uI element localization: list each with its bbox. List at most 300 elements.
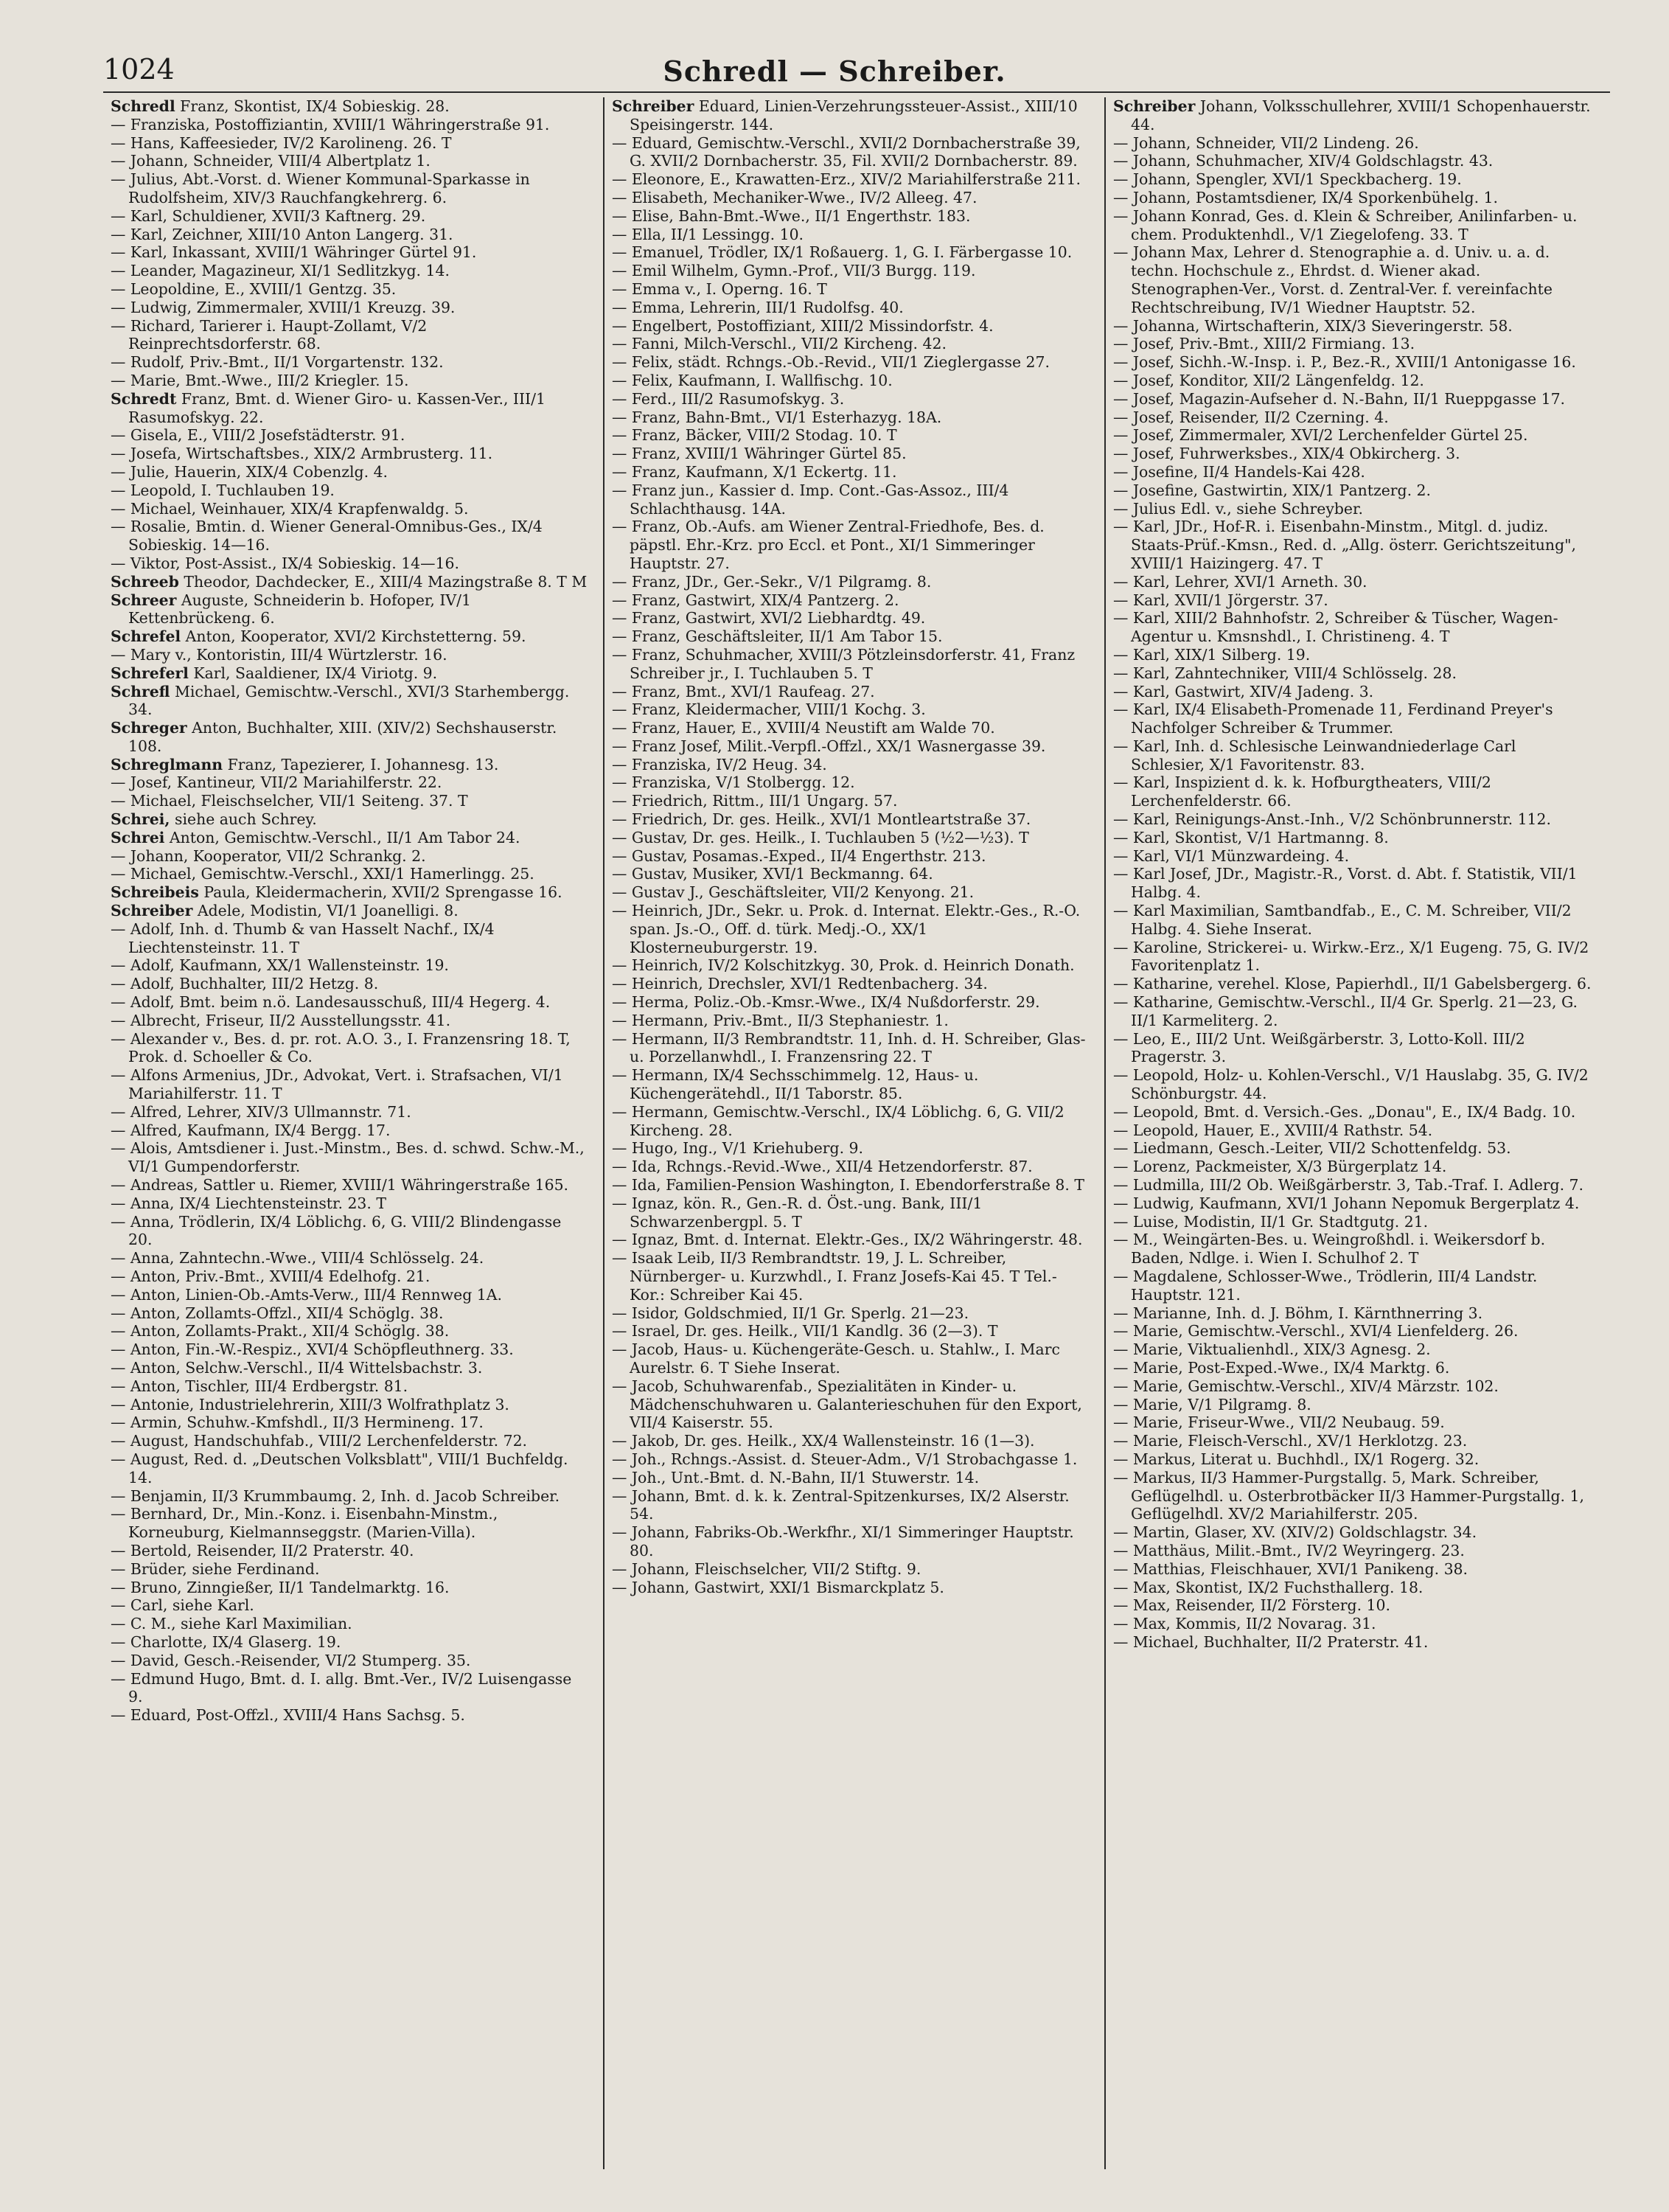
directory-entry (612, 810, 1091, 829)
entry-text: — Marie, Fleisch-Verschl., XV/1 Herklotzg. 23. (1113, 1432, 1468, 1450)
entry-text: — Franz, Ob.-Aufs. am Wiener Zentral-Friedhofe, Bes. d. päpstl. Ehr.-Krz. pro Eccl. et Pont., XI/1 Simmeringer Hauptstr. 27. (612, 518, 1045, 572)
entry-text: — Carl, siehe Karl. (111, 1596, 254, 1615)
directory-entry (612, 956, 1091, 975)
entry-text: — Anna, Zahntechn.-Wwe., VIII/4 Schlösselg. 24. (111, 1249, 484, 1267)
directory-entry (111, 390, 590, 427)
directory-entry (612, 700, 1091, 719)
directory-entry (111, 134, 590, 153)
directory-entry (1113, 683, 1592, 701)
entry-text: — Franz, Kleidermacher, VIII/1 Kochg. 3. (612, 700, 926, 719)
entry-text: — Hugo, Ing., V/1 Kriehuberg. 9. (612, 1139, 863, 1158)
entry-text: — Josef, Zimmermaler, XVI/2 Lerchenfelder Gürtel 25. (1113, 426, 1528, 445)
directory-entry (111, 883, 590, 902)
entry-text: — Marie, Gemischtw.-Verschl., XVI/4 Lienfelderg. 26. (1113, 1322, 1519, 1340)
directory-entry (1113, 170, 1592, 189)
entry-text: — Karl, XIX/1 Silberg. 19. (1113, 645, 1311, 664)
entry-text: — Franz jun., Kassier d. Imp. Cont.-Gas-Assoz., III/4 Schlachthausg. 14A. (612, 481, 1009, 518)
directory-entry (612, 883, 1091, 902)
entry-text: — Julius, Abt.-Vorst. d. Wiener Kommunal-Sparkasse in Rudolfsheim, XIV/3 Rauchfangkehrerg. 6. (111, 170, 530, 206)
entry-text: — Anna, Trödlerin, IX/4 Löblichg. 6, G. VIII/2 Blindengasse 20. (111, 1212, 562, 1249)
entry-text: — Leopold, Hauer, E., XVIII/4 Rathstr. 54. (1113, 1121, 1433, 1139)
directory-entry (612, 1377, 1091, 1432)
directory-entry (111, 1560, 590, 1579)
entry-surname: Schredl (111, 97, 175, 115)
entry-text: — Heinrich, IV/2 Kolschitzkyg. 30, Prok. d. Heinrich Donath. (612, 956, 1075, 975)
directory-entry (111, 664, 590, 683)
directory-entry (1113, 865, 1592, 902)
entry-text: — M., Weingärten-Bes. u. Weingroßhdl. i. Weikersdorf b. Baden, Ndlge. i. Wien I. Schulhof 2. T (1113, 1231, 1546, 1267)
entry-text: — Alexander v., Bes. d. pr. rot. A.O. 3., I. Franzensring 18. T, Prok. d. Schoeller & Co. (111, 1029, 571, 1066)
entry-text: — Josef, Fuhrwerksbes., XIX/4 Obkircherg. 3. (1113, 445, 1460, 463)
entry-text: — Karl, Zeichner, XIII/10 Anton Langerg. 31. (111, 225, 453, 243)
directory-entry (612, 134, 1091, 171)
entry-text: — Josef, Sichh.-W.-Insp. i. P., Bez.-R., XVIII/1 Antonigasse 16. (1113, 353, 1576, 372)
directory-entry (1113, 1158, 1592, 1176)
entry-text: — Friedrich, Dr. ges. Heilk., XVI/1 Montleartstraße 37. (612, 810, 1031, 829)
directory-entry (1113, 1121, 1592, 1140)
page-number: 1024 (103, 53, 175, 86)
directory-entry (612, 335, 1091, 353)
directory-entry (1113, 1432, 1592, 1450)
directory-entry (1113, 1579, 1592, 1597)
directory-entry (1113, 1542, 1592, 1560)
entry-text: — Benjamin, II/3 Krummbaumg. 2, Inh. d. Jacob Schreiber. (111, 1486, 560, 1505)
entry-text: — Emanuel, Trödler, IX/1 Roßauerg. 1, G. I. Färbergasse 10. (612, 243, 1073, 262)
directory-entry (1113, 1615, 1592, 1633)
directory-entry (1113, 1596, 1592, 1615)
entry-text: — Fanni, Milch-Verschl., VII/2 Kircheng. 42. (612, 335, 947, 353)
directory-entry (111, 243, 590, 262)
directory-entry (111, 1340, 590, 1359)
directory-entry (612, 1012, 1091, 1030)
entry-text: — Franziska, V/1 Stolbergg. 12. (612, 773, 855, 792)
entry-text: — Franz, Kaufmann, X/1 Eckertg. 11. (612, 462, 897, 481)
directory-entry (1113, 1066, 1592, 1103)
entry-text: siehe auch Schrey. (170, 810, 317, 829)
entry-surname: Schreiber (1113, 97, 1196, 115)
entry-text: Auguste, Schneiderin b. Hofoper, IV/1 Kettenbrückeng. 6. (128, 591, 471, 627)
entry-text: — Franz, Gastwirt, XVI/2 Liebhardtg. 49. (612, 609, 926, 627)
directory-entry (1113, 664, 1592, 683)
entry-surname: Schreibeis (111, 883, 199, 902)
directory-entry (111, 152, 590, 170)
entry-text: — Isaak Leib, II/3 Rembrandtstr. 19, J. L. Schreiber, Nürnberger- u. Kurzwhdl., I. Franz Josefs-Kai 45. T Tel.-Kor.: Schreiber Kai 45. (612, 1249, 1057, 1304)
entry-text: — Josefine, Gastwirtin, XIX/1 Pantzerg. 2. (1113, 481, 1431, 499)
directory-entry (612, 902, 1091, 956)
directory-entry (111, 1121, 590, 1140)
directory-entry (111, 1542, 590, 1560)
entry-text: — Max, Skontist, IX/2 Fuchsthallerg. 18. (1113, 1578, 1424, 1596)
directory-entry (111, 1213, 590, 1250)
directory-entry (111, 463, 590, 481)
entry-text: — Eleonore, E., Krawatten-Erz., XIV/2 Mariahilferstraße 211. (612, 170, 1081, 189)
entry-text: — Charlotte, IX/4 Glaserg. 19. (111, 1632, 341, 1651)
directory-entry (111, 554, 590, 573)
directory-entry (111, 1066, 590, 1103)
entry-text: — Felix, städt. Rchngs.-Ob.-Revid., VII/1 Zieglergasse 27. (612, 353, 1050, 372)
entry-text: Karl, Saaldiener, IX/4 Viriotg. 9. (188, 664, 438, 682)
directory-entry (111, 1249, 590, 1267)
entry-text: — Markus, II/3 Hammer-Purgstallg. 5, Mark. Schreiber, Geflügelhdl. u. Osterbrotbäcker II/3 Hammer-Purgstallg. 1, Geflügelhdl. XV/2 Mariahilferstr. 205. (1113, 1468, 1584, 1523)
directory-entry (1113, 1030, 1592, 1067)
entry-text: — Anton, Fin.-W.-Respiz., XVI/4 Schöpfleuthnerg. 33. (111, 1340, 514, 1359)
entry-text: — Ida, Familien-Pension Washington, I. Ebendorferstraße 8. T (612, 1176, 1084, 1194)
entry-text: — Marie, Friseur-Wwe., VII/2 Neubaug. 59. (1113, 1413, 1445, 1432)
entry-text: — Felix, Kaufmann, I. Wallfischg. 10. (612, 371, 893, 389)
entry-text: — Franz Josef, Milit.-Verpfl.-Offzl., XX/1 Wasnergasse 39. (612, 737, 1046, 755)
directory-entry (111, 1615, 590, 1633)
directory-entry (1113, 847, 1592, 866)
entry-text: — Franz, Bahn-Bmt., VI/1 Esterhazyg. 18A. (612, 408, 942, 426)
directory-entry (111, 226, 590, 244)
entry-text: — Friedrich, Rittm., III/1 Ungarg. 57. (612, 792, 898, 810)
entry-text: — Gustav, Musiker, XVI/1 Beckmanng. 64. (612, 865, 933, 883)
entry-text: — Elise, Bahn-Bmt.-Wwe., II/1 Engerthstr. 183. (612, 206, 971, 225)
entry-text: — August, Red. d. „Deutschen Volksblatt", VIII/1 Buchfeldg. 14. (111, 1450, 568, 1486)
entry-text: — Josef, Konditor, XII/2 Längenfeldg. 12. (1113, 371, 1424, 389)
directory-entry (1113, 1377, 1592, 1396)
entry-text: — Isidor, Goldschmied, II/1 Gr. Sperlg. 21—23. (612, 1304, 969, 1322)
entry-text: — Karl, IX/4 Elisabeth-Promenade 11, Ferdinand Preyer's Nachfolger Schreiber & Trummer. (1113, 700, 1553, 737)
entry-text: — Marie, Post-Exped.-Wwe., IX/4 Marktg. 6. (1113, 1358, 1450, 1377)
entry-text: — Katharine, verehel. Klose, Papierhdl., II/1 Gabelsbergerg. 6. (1113, 975, 1592, 993)
entry-text: — C. M., siehe Karl Maximilian. (111, 1615, 352, 1633)
entry-text: — Josefine, II/4 Handels-Kai 428. (1113, 462, 1365, 481)
directory-entry (1113, 1396, 1592, 1414)
directory-entry (111, 1304, 590, 1323)
entry-text: — Anton, Tischler, III/4 Erdbergstr. 81. (111, 1377, 408, 1395)
entry-text: — Franziska, IV/2 Heug. 34. (612, 755, 827, 773)
entry-text: — Anton, Selchw.-Verschl., II/4 Wittelsbachstr. 3. (111, 1358, 483, 1377)
directory-entry (111, 902, 590, 920)
directory-entry (111, 956, 590, 975)
directory-entry (1113, 737, 1592, 774)
directory-entry (111, 262, 590, 280)
entry-text: — Franz, Gastwirt, XIX/4 Pantzerg. 2. (612, 591, 899, 609)
directory-entry (1113, 1267, 1592, 1304)
directory-entry (111, 1396, 590, 1414)
directory-entry (612, 683, 1091, 701)
entry-surname: Schreiber (612, 97, 694, 115)
entry-text: — Johann, Bmt. d. k. k. Zentral-Spitzenkurses, IX/2 Alserstr. 54. (612, 1486, 1070, 1523)
entry-text: — Franz, Bmt., XVI/1 Raufeag. 27. (612, 682, 875, 700)
entry-text: — Josefa, Wirtschaftsbes., XIX/2 Armbrusterg. 11. (111, 445, 493, 463)
entry-text: — Karl, XVII/1 Jörgerstr. 37. (1113, 591, 1328, 609)
entry-text: — Adolf, Inh. d. Thumb & van Hasselt Nachf., IX/4 Liechtensteinstr. 11. T (111, 919, 495, 956)
entry-text: Paula, Kleidermacherin, XVII/2 Sprengasse 16. (198, 883, 562, 902)
directory-entry (111, 1633, 590, 1652)
directory-entry (1113, 1469, 1592, 1523)
directory-entry (1113, 1413, 1592, 1432)
entry-text: — Gustav, Posamas.-Exped., II/4 Engerthstr. 213. (612, 846, 986, 865)
column-2 (612, 97, 1091, 2177)
entry-text: — Johann, Spengler, XVI/1 Speckbacherg. 19. (1113, 170, 1462, 189)
entry-text: — Bertold, Reisender, II/2 Praterstr. 40. (111, 1541, 414, 1559)
entry-text: — Anton, Priv.-Bmt., XVIII/4 Edelhofg. 21. (111, 1267, 431, 1285)
entry-text: — Martin, Glaser, XV. (XIV/2) Goldschlagstr. 34. (1113, 1523, 1477, 1542)
directory-entry (612, 97, 1091, 134)
entry-text: — Ida, Rchngs.-Revid.-Wwe., XII/4 Hetzendorferstr. 87. (612, 1158, 1033, 1176)
directory-entry (612, 1158, 1091, 1176)
directory-entry (111, 627, 590, 646)
entry-text: — Karl, Inh. d. Schlesische Leinwandniederlage Carl Schlesier, X/1 Favoritenstr. 83. (1113, 737, 1516, 773)
directory-entry (612, 372, 1091, 390)
directory-entry (111, 1487, 590, 1506)
entry-text: — Karl Josef, JDr., Magistr.-R., Vorst. d. Abt. f. Statistik, VII/1 Halbg. 4. (1113, 865, 1578, 902)
entry-text: — Brüder, siehe Ferdinand. (111, 1559, 320, 1578)
entry-text: — Josef, Priv.-Bmt., XIII/2 Firmiang. 13. (1113, 335, 1415, 353)
entry-text: — Anton, Zollamts-Prakt., XII/4 Schöglg. 38. (111, 1322, 450, 1340)
entry-text: — Johann, Schneider, VIII/4 Albertplatz 1. (111, 152, 431, 170)
directory-entry (1113, 646, 1592, 664)
directory-entry (612, 1432, 1091, 1450)
directory-entry (111, 683, 590, 720)
entry-text: Anton, Buchhalter, XIII. (XIV/2) Sechshauserstr. 108. (128, 719, 557, 755)
entry-text: — Marie, V/1 Pilgramg. 8. (1113, 1395, 1311, 1413)
entry-text: — Emma v., I. Operng. 16. T (612, 279, 827, 298)
entry-text: Adele, Modistin, VI/1 Joanelligi. 8. (192, 902, 459, 920)
entry-text: — Ludmilla, III/2 Ob. Weißgärberstr. 3, Tab.-Traf. I. Adlerg. 7. (1113, 1176, 1583, 1194)
entry-text: — Rudolf, Priv.-Bmt., II/1 Vorgartenstr. 132. (111, 353, 444, 372)
entry-text: — Ludwig, Zimmermaler, XVIII/1 Kreuzg. 39. (111, 298, 456, 316)
entry-text: — Katharine, Gemischtw.-Verschl., II/4 Gr. Sperlg. 21—23, G. II/1 Karmeliterg. 2. (1113, 993, 1578, 1029)
directory-entry (612, 390, 1091, 408)
directory-entry (1113, 1322, 1592, 1340)
directory-entry (1113, 1194, 1592, 1213)
directory-entry (1113, 426, 1592, 445)
entry-text: — Franz, Hauer, E., XVIII/4 Neustift am Walde 70. (612, 719, 995, 737)
directory-entry (1113, 445, 1592, 463)
entry-text: — Eduard, Gemischtw.-Verschl., XVII/2 Dornbacherstraße 39, G. XVII/2 Dornbacherstr. 35, Fil. XVII/2 Dornbacherstr. 89. (612, 133, 1081, 170)
entry-text: — Karoline, Strickerei- u. Wirkw.-Erz., X/1 Eugeng. 75, G. IV/2 Favoritenplatz 1. (1113, 938, 1589, 975)
directory-entry (111, 1450, 590, 1487)
entry-text: — Max, Kommis, II/2 Novarag. 31. (1113, 1615, 1376, 1633)
directory-entry (1113, 1103, 1592, 1121)
entry-text: — Josef, Kantineur, VII/2 Mariahilferstr. 22. (111, 773, 442, 792)
directory-entry (1113, 1176, 1592, 1194)
directory-entry (111, 317, 590, 354)
entry-text: Eduard, Linien-Verzehrungssteuer-Assist., XIII/10 Speisingerstr. 144. (630, 97, 1078, 133)
directory-entry (612, 353, 1091, 372)
entry-text: — Joh., Rchngs.-Assist. d. Steuer-Adm., V/1 Strobachgasse 1. (612, 1450, 1078, 1468)
directory-entry (111, 207, 590, 226)
entry-text: — Jakob, Dr. ges. Heilk., XX/4 Wallensteinstr. 16 (1—3). (612, 1432, 1035, 1450)
entry-text: — Herma, Poliz.-Ob.-Kmsr.-Wwe., IX/4 Nußdorferstr. 29. (612, 993, 1040, 1012)
directory-entry (612, 829, 1091, 847)
directory-entry (111, 1413, 590, 1432)
entry-surname: Schrei (111, 828, 165, 846)
directory-entry (111, 1359, 590, 1377)
directory-entry (612, 1249, 1091, 1304)
entry-surname: Schreeb (111, 572, 179, 591)
directory-entry (612, 1139, 1091, 1158)
entry-text: — Rosalie, Bmtin. d. Wiener General-Omnibus-Ges., IX/4 Sobieskig. 14—16. (111, 518, 543, 554)
directory-entry (111, 445, 590, 463)
entry-text: — Mary v., Kontoristin, III/4 Würtzlerstr. 16. (111, 645, 447, 664)
entry-text: — Michael, Weinhauer, XIX/4 Krapfenwaldg. 5. (111, 499, 469, 518)
entry-text: — Johann Konrad, Ges. d. Klein & Schreiber, Anilinfarben- u. chem. Produktenhdl., V/1 Ziegelofeng. 33. T (1113, 206, 1578, 243)
directory-entry (111, 1322, 590, 1340)
directory-entry (1113, 573, 1592, 591)
directory-entry (612, 207, 1091, 226)
entry-text: — Armin, Schuhw.-Kmfshdl., II/3 Hermineng. 17. (111, 1413, 484, 1432)
directory-entry (612, 1523, 1091, 1560)
directory-entry (612, 573, 1091, 591)
entry-text: Michael, Gemischtw.-Verschl., XVI/3 Starhembergg. 34. (128, 682, 570, 719)
entry-text: — Hermann, IX/4 Sechsschimmelg. 12, Haus- u. Küchengerätehdl., II/1 Taborstr. 85. (612, 1066, 979, 1103)
entry-text: — Karl, Inspizient d. k. k. Hofburgtheaters, VIII/2 Lerchenfelderstr. 66. (1113, 773, 1491, 810)
directory-entry (1113, 97, 1592, 134)
entry-text: — Johann, Fabriks-Ob.-Werkfhr., XI/1 Simmeringer Hauptstr. 80. (612, 1523, 1074, 1559)
entry-text: — Gisela, E., VIII/2 Josefstädterstr. 91. (111, 426, 405, 445)
directory-entry (1113, 189, 1592, 207)
directory-entry (612, 243, 1091, 262)
directory-entry (111, 1377, 590, 1396)
entry-text: — Alfred, Kaufmann, IX/4 Bergg. 17. (111, 1121, 391, 1139)
directory-entry (111, 810, 590, 829)
directory-entry (612, 773, 1091, 792)
entry-text: — Karl Maximilian, Samtbandfab., E., C. M. Schreiber, VII/2 Halbg. 4. Siehe Inserat. (1113, 902, 1572, 938)
directory-entry (1113, 353, 1592, 372)
directory-entry (111, 518, 590, 554)
entry-text: — Johann, Gastwirt, XXI/1 Bismarckplatz 5. (612, 1578, 944, 1596)
entry-text: — Michael, Gemischtw.-Verschl., XXI/1 Hamerlingg. 25. (111, 865, 534, 883)
directory-entry (111, 1103, 590, 1121)
entry-text: — Markus, Literat u. Buchhdl., IX/1 Rogerg. 32. (1113, 1450, 1480, 1468)
directory-entry (612, 408, 1091, 427)
directory-entry (612, 262, 1091, 280)
entry-text: — Heinrich, Drechsler, XVI/1 Redtenbacherg. 34. (612, 975, 988, 993)
entry-text: — Ella, II/1 Lessingg. 10. (612, 225, 804, 243)
directory-entry (1113, 152, 1592, 170)
entry-text: — Anton, Zollamts-Offzl., XII/4 Schöglg. 38. (111, 1304, 444, 1322)
directory-entry (111, 920, 590, 957)
directory-entry (111, 1596, 590, 1615)
entry-text: — Hermann, II/3 Rembrandtstr. 11, Inh. d. H. Schreiber, Glas- u. Porzellanwhdl., I. Franzensring 22. T (612, 1029, 1086, 1066)
directory-entry (612, 518, 1091, 572)
directory-entry (612, 463, 1091, 481)
directory-entry (1113, 700, 1592, 737)
entry-text: — Edmund Hugo, Bmt. d. I. allg. Bmt.-Ver., IV/2 Luisengasse 9. (111, 1669, 572, 1706)
directory-entry (111, 1267, 590, 1286)
entry-text: — Albrecht, Friseur, II/2 Ausstellungsstr. 41. (111, 1011, 451, 1029)
entry-text: — Marie, Gemischtw.-Verschl., XIV/4 Märzstr. 102. (1113, 1377, 1499, 1395)
directory-entry (111, 1432, 590, 1450)
directory-entry (1113, 1139, 1592, 1158)
entry-text: — Jacob, Schuhwarenfab., Spezialitäten in Kinder- u. Mädchenschuhwaren u. Galanterieschuhen für den Export, VII/4 Kaiserstr. 55. (612, 1377, 1082, 1432)
directory-entry (1113, 1560, 1592, 1579)
entry-text: — Michael, Buchhalter, II/2 Praterstr. 41. (1113, 1632, 1429, 1651)
directory-entry (111, 756, 590, 774)
entry-text: — Ignaz, Bmt. d. Internat. Elektr.-Ges., IX/2 Währingerstr. 48. (612, 1231, 1083, 1249)
directory-entry (612, 299, 1091, 317)
directory-columns (111, 97, 1610, 2177)
directory-entry (1113, 1633, 1592, 1652)
entry-text: — Karl, XIII/2 Bahnhofstr. 2, Schreiber & Tüscher, Wagen-Agentur u. Kmsnshdl., I. Christineng. 4. T (1113, 609, 1558, 646)
directory-entry (612, 226, 1091, 244)
directory-entry (612, 1340, 1091, 1377)
entry-surname: Schreglmann (111, 755, 223, 773)
entry-text: — Emma, Lehrerin, III/1 Rudolfsg. 40. (612, 298, 904, 316)
directory-entry (111, 1670, 590, 1707)
entry-text: — Joh., Unt.-Bmt. d. N.-Bahn, II/1 Stuwerstr. 14. (612, 1468, 980, 1486)
entry-text: — Anna, IX/4 Liechtensteinstr. 23. T (111, 1194, 386, 1212)
entry-text: — Karl, Schuldiener, XVII/3 Kaftnerg. 29. (111, 206, 426, 225)
entry-text: Franz, Skontist, IX/4 Sobieskig. 28. (175, 97, 450, 115)
directory-entry (612, 481, 1091, 518)
entry-text: — Hermann, Priv.-Bmt., II/3 Stephaniestr. 1. (612, 1011, 949, 1029)
directory-entry (612, 737, 1091, 756)
entry-text: — Jacob, Haus- u. Küchengeräte-Gesch. u. Stahlw., I. Marc Aurelstr. 6. T Siehe Inserat. (612, 1340, 1060, 1377)
directory-entry (612, 865, 1091, 883)
entry-text: Johann, Volksschullehrer, XVIII/1 Schopenhauerstr. 44. (1131, 97, 1591, 133)
column-divider (1104, 97, 1106, 2169)
directory-entry (1113, 975, 1592, 993)
directory-entry (1113, 810, 1592, 829)
directory-entry (111, 829, 590, 847)
directory-entry (612, 756, 1091, 774)
directory-entry (1113, 500, 1592, 518)
entry-text: — Franz, Schuhmacher, XVIII/3 Pötzleinsdorferstr. 41, Franz Schreiber jr., I. Tuchlauben 5. T (612, 645, 1076, 682)
entry-text: — Johann, Postamtsdiener, IX/4 Sporkenbühelg. 1. (1113, 188, 1499, 206)
directory-entry (1113, 1359, 1592, 1377)
entry-text: — Karl, VI/1 Münzwardeing. 4. (1113, 846, 1350, 865)
directory-entry (612, 627, 1091, 646)
directory-entry (1113, 481, 1592, 500)
directory-entry (111, 1176, 590, 1194)
directory-entry (111, 116, 590, 134)
entry-text: Franz, Bmt. d. Wiener Giro- u. Kassen-Ver., III/1 Rasumofskyg. 22. (128, 389, 546, 426)
directory-entry (612, 719, 1091, 737)
entry-text: — Emil Wilhelm, Gymn.-Prof., VII/3 Burgg. 119. (612, 262, 976, 280)
entry-text: — David, Gesch.-Reisender, VI/2 Stumperg. 35. (111, 1651, 471, 1669)
directory-entry (1113, 1213, 1592, 1231)
directory-entry (1113, 1304, 1592, 1323)
directory-entry (111, 865, 590, 883)
entry-text: — Alfons Armenius, JDr., Advokat, Vert. i. Strafsachen, VI/1 Mariahilferstr. 11. T (111, 1066, 563, 1103)
directory-entry (111, 993, 590, 1012)
directory-entry (1113, 134, 1592, 153)
directory-entry (612, 445, 1091, 463)
directory-entry (612, 1176, 1091, 1194)
directory-entry (111, 773, 590, 792)
directory-entry (612, 1560, 1091, 1579)
directory-entry (1113, 207, 1592, 244)
entry-surname: Schreferl (111, 664, 189, 682)
header-rule (103, 91, 1610, 93)
directory-entry (111, 975, 590, 993)
entry-text: — Marie, Bmt.-Wwe., III/2 Kriegler. 15. (111, 371, 409, 389)
directory-entry (111, 719, 590, 756)
directory-entry (111, 170, 590, 207)
entry-text: — Leopold, Holz- u. Kohlen-Verschl., V/1 Hauslabg. 35, G. IV/2 Schönburgstr. 44. (1113, 1066, 1589, 1103)
entry-text: — Adolf, Buchhalter, III/2 Hetzg. 8. (111, 975, 379, 993)
directory-entry (612, 975, 1091, 993)
directory-entry (612, 170, 1091, 189)
entry-surname: Schrei, (111, 810, 170, 829)
directory-entry (1113, 243, 1592, 316)
directory-entry (612, 1450, 1091, 1469)
directory-entry (612, 1103, 1091, 1140)
directory-entry (111, 1194, 590, 1213)
entry-text: — August, Handschuhfab., VIII/2 Lerchenfelderstr. 72. (111, 1432, 528, 1450)
entry-text: Franz, Tapezierer, I. Johannesg. 13. (223, 755, 499, 773)
entry-surname: Schredt (111, 389, 177, 408)
entry-text: — Engelbert, Postoffiziant, XIII/2 Missindorfstr. 4. (612, 316, 994, 335)
directory-entry (1113, 902, 1592, 939)
entry-text: — Hermann, Gemischtw.-Verschl., IX/4 Löblichg. 6, G. VII/2 Kircheng. 28. (612, 1102, 1065, 1139)
directory-entry (111, 426, 590, 445)
